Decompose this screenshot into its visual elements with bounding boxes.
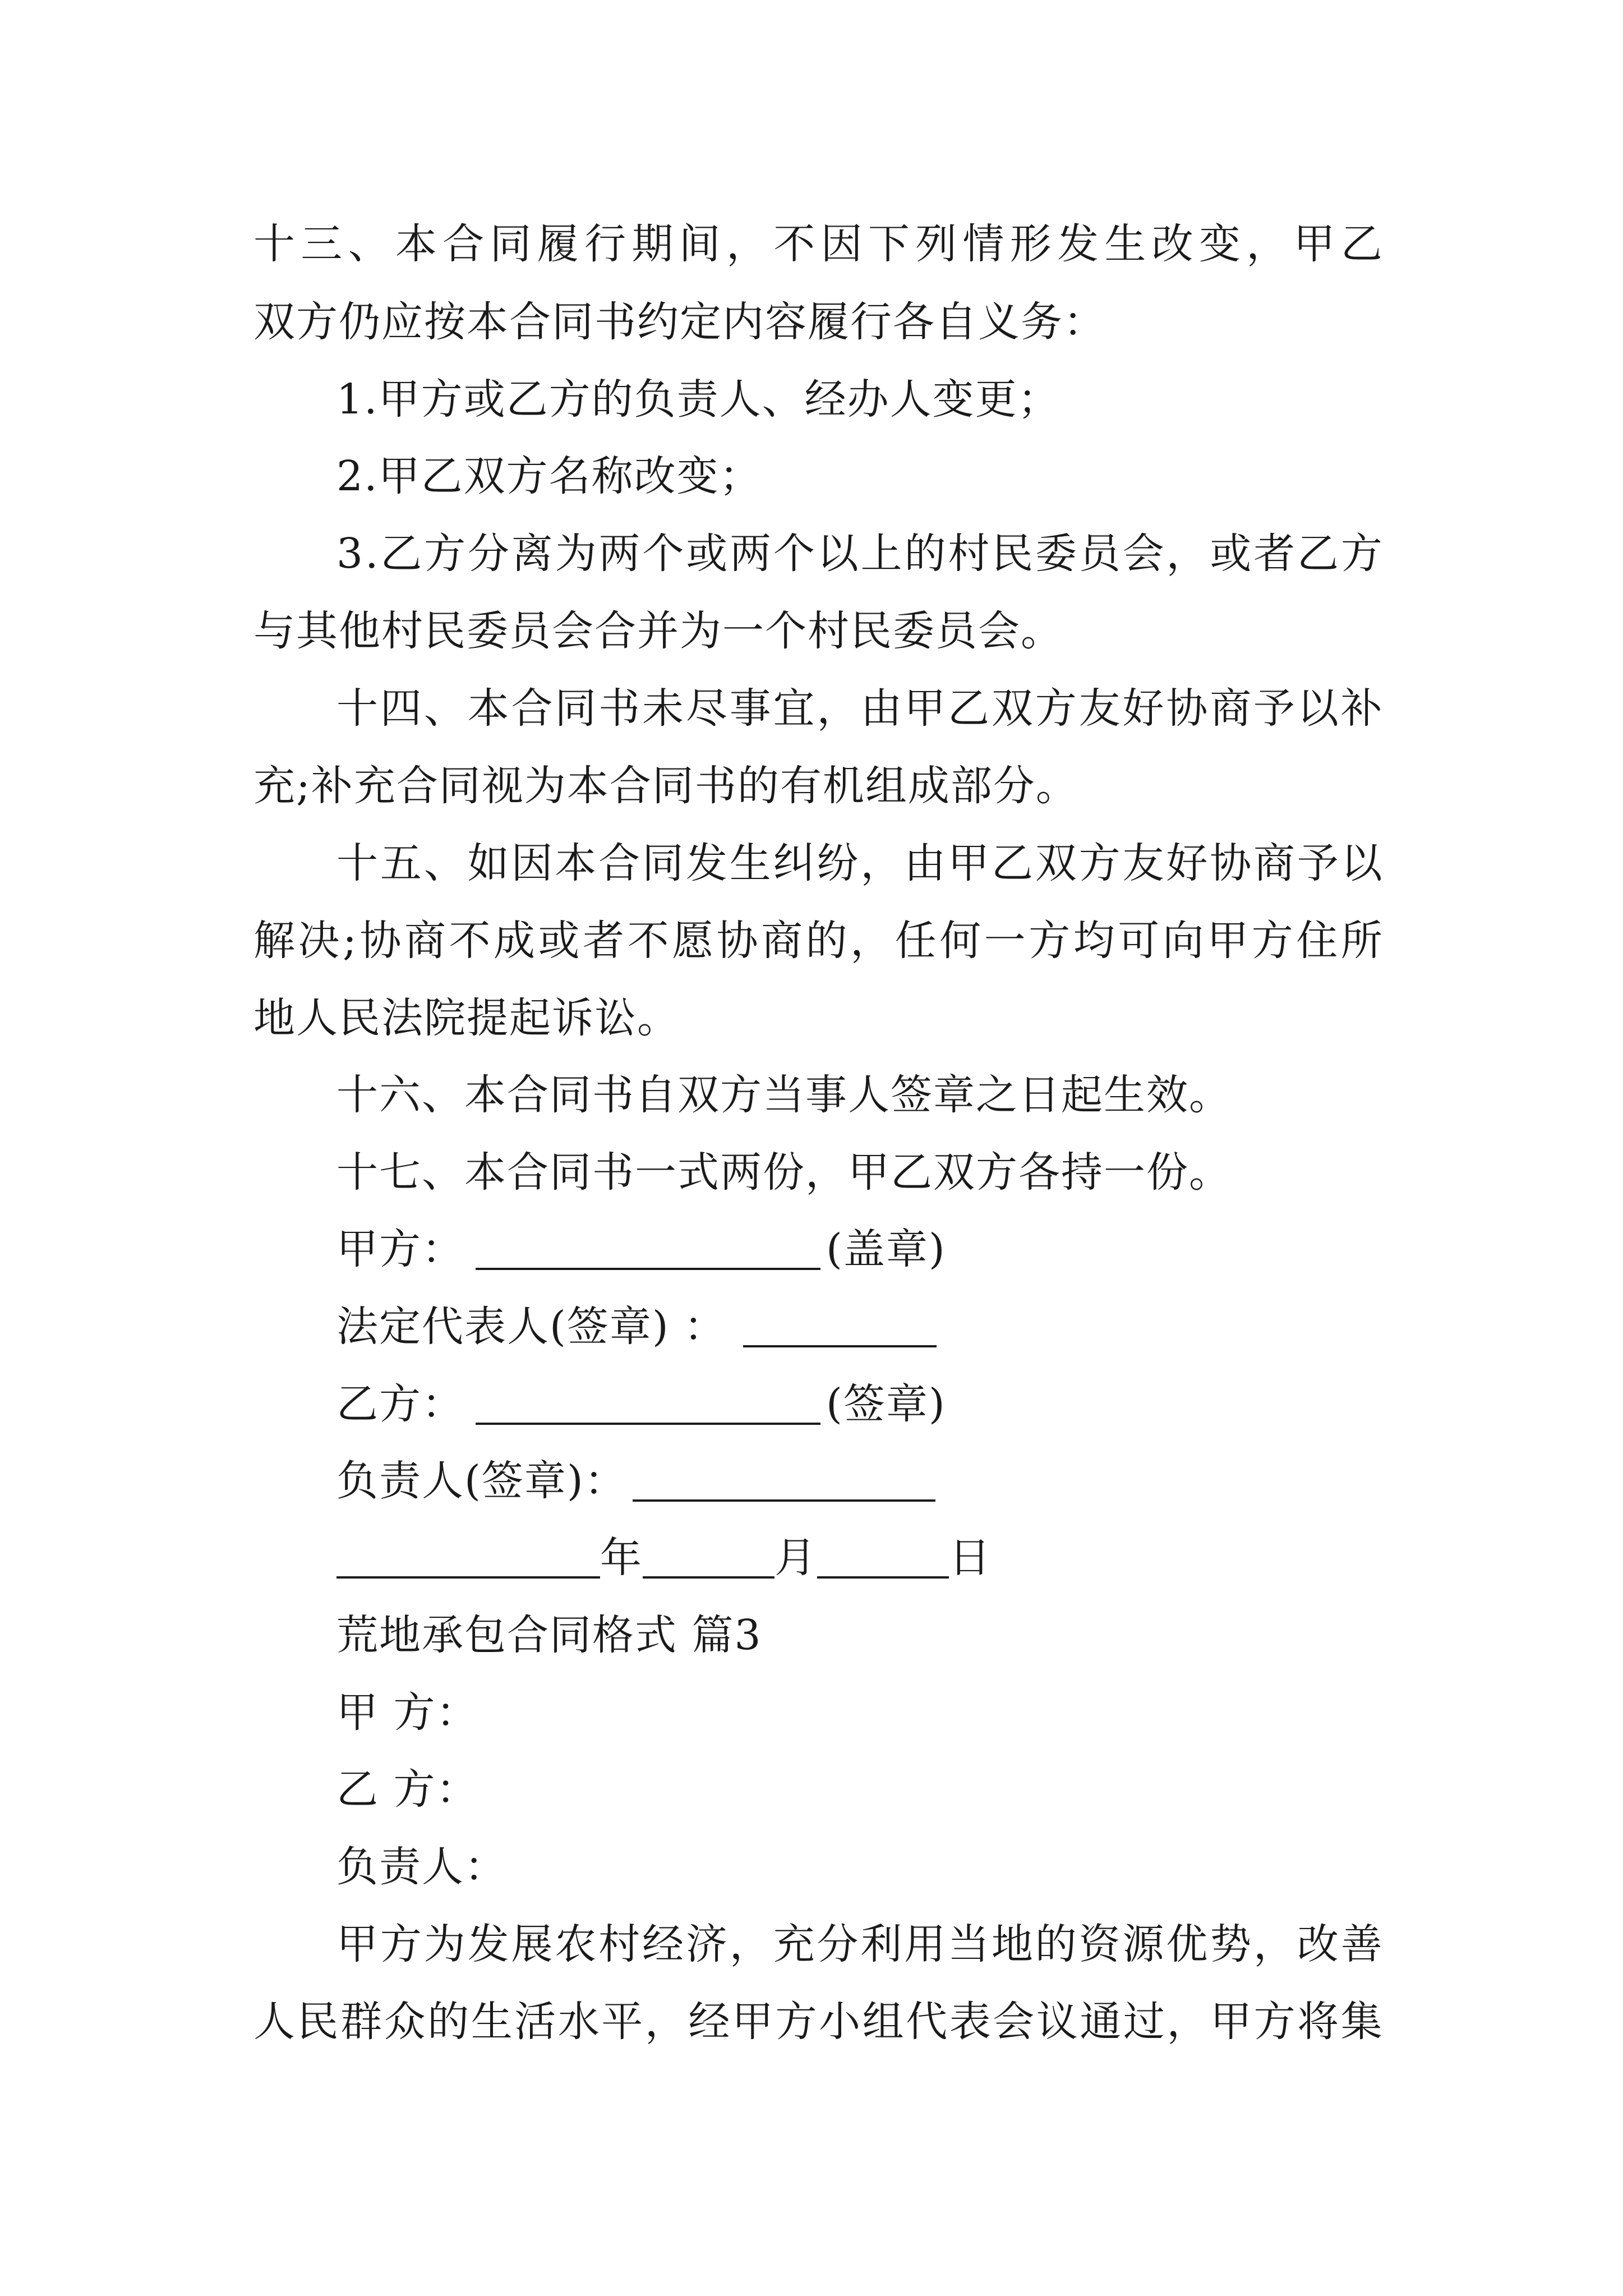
clause-13-item-1: 1.甲方或乙方的负责人、经办人变更； [336, 375, 1061, 424]
party-b-seal-note: (签章) [826, 1380, 946, 1428]
year-blank[interactable] [336, 1543, 600, 1579]
clause-17: 十七、本合同书一式两份，甲乙双方各持一份。 [336, 1148, 1232, 1197]
party-a-signature-row [336, 1225, 946, 1273]
day-blank[interactable] [817, 1543, 949, 1579]
legal-rep-signature-blank[interactable] [743, 1312, 937, 1347]
section-3-intro-line-2: 人 民 群 众 的 生 活 水 平 ， 经 甲 方 小 组 代 表 会 议 通 过 ， 甲 方 将 集 [253, 1998, 1382, 2046]
clause-14-line-2: 充;补充合同视为本合同书的有机组成部分。 [253, 762, 1078, 810]
responsible-signature-row [336, 1457, 935, 1505]
legal-rep-label: 法定代表人(签章) ： [336, 1303, 727, 1351]
clause-16: 十六、本合同书自双方当事人签章之日起生效。 [336, 1071, 1232, 1119]
party-b-label: 乙方： [336, 1380, 464, 1428]
clause-13-item-3-line-2: 与其他村民委员会合并为一个村民委员会。 [253, 607, 1063, 655]
responsible-label: 负责人(签章)： [336, 1457, 627, 1505]
legal-rep-signature-row [336, 1303, 937, 1351]
year-label: 年 [600, 1534, 643, 1582]
responsible-signature-blank[interactable] [633, 1466, 935, 1502]
clause-15-line-3: 地人民法院提起诉讼。 [253, 994, 680, 1042]
party-b-signature-blank[interactable] [476, 1389, 820, 1425]
clause-13-item-2: 2.甲乙双方名称改变； [336, 452, 762, 500]
section-3-party-a: 甲 方： [336, 1688, 479, 1737]
clause-13-line-1: 十 三 、 本 合 同 履 行 期 间 ， 不 因 下 列 情 形 发 生 改 变 ， 甲 乙 [253, 220, 1382, 268]
clause-13-item-3-line-1: 3 . 乙 方 分 离 为 两 个 或 两 个 以 上 的 村 民 委 员 会 ， 或 者 乙 方 [336, 530, 1382, 578]
clause-15-line-1: 十 五 、 如 因 本 合 同 发 生 纠 纷 ， 由 甲 乙 双 方 友 好 协 商 予 以 [336, 839, 1382, 887]
day-label: 日 [949, 1534, 992, 1582]
section-3-party-b: 乙 方： [336, 1765, 479, 1814]
month-blank[interactable] [643, 1543, 774, 1579]
date-row [336, 1534, 992, 1582]
section-3-responsible: 负责人： [336, 1843, 507, 1891]
clause-13-line-2: 双方仍应按本合同书约定内容履行各自义务： [253, 298, 1106, 346]
clause-15-line-2: 解 决 ; 协 商 不 成 或 者 不 愿 协 商 的 ， 任 何 一 方 均 可 向 甲 方 住 所 [253, 917, 1382, 965]
party-a-signature-blank[interactable] [476, 1234, 820, 1270]
month-label: 月 [774, 1534, 817, 1582]
section-3-intro-line-1: 甲 方 为 发 展 农 村 经 济 ， 充 分 利 用 当 地 的 资 源 优 势 ， 改 善 [336, 1920, 1382, 1968]
party-a-label: 甲方： [336, 1225, 464, 1273]
section-3-title: 荒地承包合同格式 篇3 [336, 1611, 762, 1659]
clause-14-line-1: 十 四 、 本 合 同 书 未 尽 事 宜 ， 由 甲 乙 双 方 友 好 协 商 予 以 补 [336, 684, 1382, 733]
party-b-signature-row [336, 1380, 946, 1428]
party-a-seal-note: (盖章) [826, 1225, 946, 1273]
